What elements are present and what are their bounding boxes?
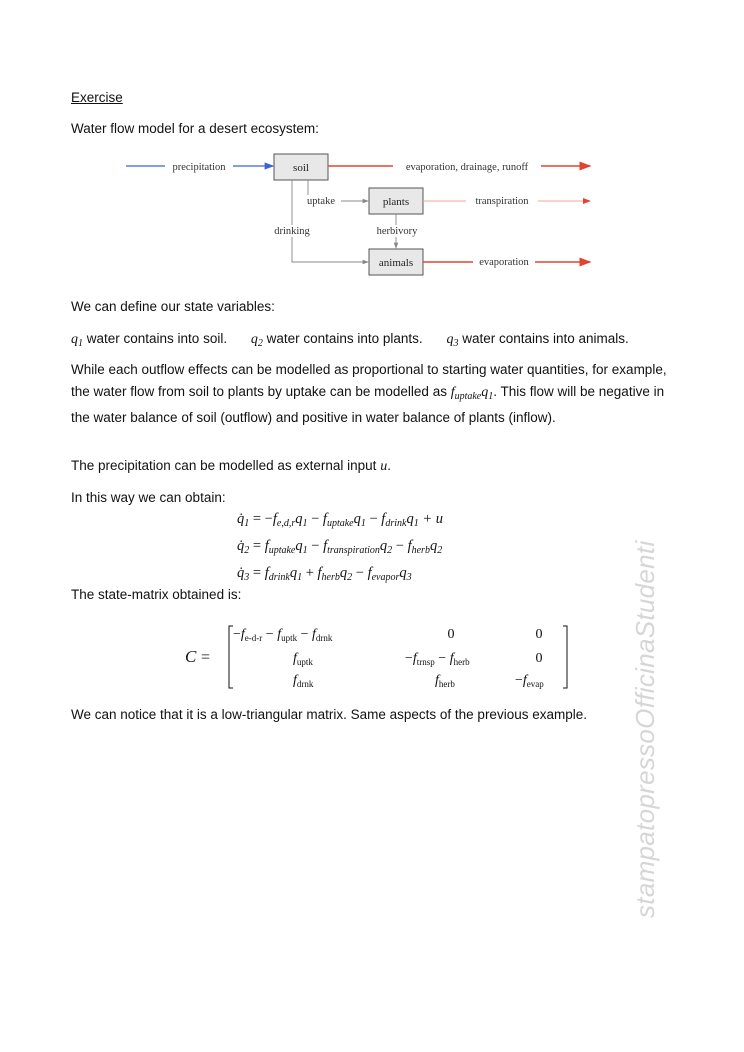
state-matrix (185, 622, 575, 692)
animals-label: animals (378, 257, 414, 269)
matrix-cell-r1c2: 0 (447, 627, 455, 642)
drinking-label: drinking (274, 226, 310, 237)
soil-label: soil (293, 162, 309, 174)
plants-label: plants (382, 196, 410, 208)
state-var-q3: $q_3$ water contains into animals. (446, 331, 629, 349)
water-flow-diagram (120, 148, 600, 282)
matrix-cell-r2c1: $f_{uptk}$ (293, 651, 313, 667)
matrix-cell-r2c3: 0 (535, 651, 543, 666)
matrix-cell-r2c2: $-f_{trnsp} - f_{herb}$ (405, 651, 470, 667)
matrix-right-bracket (563, 626, 567, 688)
animals-outflow-label: evaporation (479, 257, 529, 268)
matrix-cell-r1c3: 0 (535, 627, 543, 642)
state-variables-line (71, 328, 649, 355)
matrix-cell-r3c2: $f_{herb}$ (435, 673, 455, 689)
matrix-cell-r3c1: $f_{drnk}$ (293, 673, 314, 689)
precipitation-paragraph: The precipitation can be modelled as external input u. (71, 458, 391, 474)
precipitation-label: precipitation (172, 162, 226, 173)
matrix-cell-r1c1: $-f_{e-d-r} - f_{uptk} - f_{drnk}$ (233, 627, 333, 643)
herbivory-label: herbivory (376, 226, 418, 237)
outflow-paragraph: While each outflow effects can be modelled as proportional to starting water quantities, for example, the water flow from soil to plants by uptake can be modelled as $f_{uptake}q_1$. This flow will be negative in the water balance of soil (outflow) and positive in water balance of plants (inflow). (71, 362, 667, 425)
intro-text: Water flow model for a desert ecosystem: (71, 121, 319, 136)
watermark: stampatopressoOfficinaStudenti (630, 540, 660, 918)
state-matrix-intro: The state-matrix obtained is: (71, 587, 242, 602)
state-var-q2: $q_2$ water contains into plants. (250, 331, 423, 349)
matrix-name: C (185, 647, 197, 666)
matrix-cell-r3c3: $-f_{evap}$ (515, 673, 544, 689)
equation-q2: $q̇_2 = f_{uptake}q_1 - f_{transpiration}q_2 - f_{herb}q_2$ (237, 538, 443, 556)
transpiration-label: transpiration (475, 196, 529, 207)
drinking-arrow (292, 180, 368, 262)
notice-paragraph: We can notice that it is a low-triangular matrix. Same aspects of the previous example. (71, 707, 587, 722)
obtain-paragraph: In this way we can obtain: (71, 490, 226, 505)
svg-text:=: = (201, 649, 211, 666)
state-intro-text: We can define our state variables: (71, 299, 275, 314)
state-var-q1: $q_1$ water contains into soil. (71, 331, 228, 349)
section-heading: Exercise (71, 90, 123, 105)
equation-q3: $q̇_3 = f_{drink}q_1 + f_{herb}q_2 - f_{evapor}q_3$ (237, 565, 412, 583)
balance-equations (237, 508, 443, 589)
uptake-label: uptake (307, 196, 335, 207)
equation-q1: $q̇_1 = -f_{e,d,r}q_1 - f_{uptake}q_1 - f_{drink}q_1 + u$ (237, 511, 443, 529)
soil-outflow-label: evaporation, drainage, runoff (405, 162, 529, 173)
